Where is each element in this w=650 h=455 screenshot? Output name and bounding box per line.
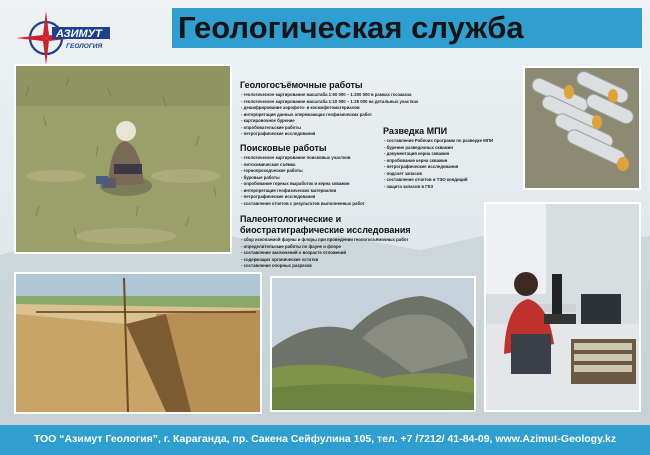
list-item: - защита запасов в ГКЗ bbox=[384, 183, 434, 189]
list-item: - петрографические исследования bbox=[384, 164, 459, 169]
list-item: - составление Рабочих программ по разведке МПИ bbox=[384, 138, 494, 143]
photo-trench bbox=[14, 272, 262, 414]
list-item: - опробование керна скважин bbox=[384, 157, 448, 163]
title-banner bbox=[172, 8, 642, 48]
list-item: - литохимическая съёмка bbox=[241, 161, 296, 167]
list-item: - геологическое картирование масштаба 1:10 000 – 1:25 000 на детальных участках bbox=[241, 98, 419, 104]
list-item: - составление отчетов и ТЭО кондиций bbox=[384, 177, 468, 182]
photo-lab-microscope bbox=[484, 202, 641, 412]
list-item: - составление отчетов с результатов выполненных работ bbox=[241, 200, 365, 206]
section-heading-paleo-1: Палеонтологические и bbox=[240, 214, 342, 224]
list-item: - составление заключений о возрасте отложений bbox=[241, 250, 347, 255]
logo-wordmark: АЗИМУТ bbox=[56, 28, 102, 40]
list-item: - картировочное бурение bbox=[241, 118, 295, 123]
list-item: - геологическое картирование поисковых участков bbox=[241, 155, 351, 160]
footer-bar bbox=[0, 425, 650, 455]
logo-subtitle: ГЕОЛОГИЯ bbox=[66, 43, 103, 50]
list-item: - содержащих органические остатки bbox=[241, 256, 319, 262]
list-item: - сбор ископаемой фауны и флоры при проведении геологосъёмочных работ bbox=[241, 237, 409, 242]
list-item: - горнопроходческие работы bbox=[241, 168, 303, 173]
list-item: - документация керна скважин bbox=[384, 151, 450, 156]
photo-rock-hills bbox=[270, 276, 476, 412]
list-item: - петрографические исследования bbox=[241, 194, 316, 199]
section-heading-exploration: Разведка МПИ bbox=[383, 126, 448, 136]
list-item: - бурение разведочных скважин bbox=[384, 144, 453, 150]
list-item: - опробовательские работы bbox=[241, 124, 301, 130]
list-item: - буровые работы bbox=[241, 174, 280, 180]
list-item: - интерпретация данных опережающих геофизических работ bbox=[241, 111, 373, 117]
company-logo bbox=[10, 8, 162, 68]
list-item: - подсчет запасов bbox=[384, 170, 422, 176]
section-heading-paleo-2: биостратиграфические исследования bbox=[240, 225, 411, 235]
list-item: - дешифрирование аэрофото- и космофотоматериалов bbox=[241, 105, 360, 110]
section-heading-search: Поисковые работы bbox=[240, 143, 327, 153]
section-heading-survey: Геологосъёмочные работы bbox=[240, 80, 363, 90]
list-paleo bbox=[241, 237, 408, 270]
list-item: - геологическое картирование масштаба 1:50 000 – 1:200 000 в рамках госзаказа bbox=[241, 92, 412, 97]
photo-drill-core bbox=[523, 66, 641, 190]
list-exploration bbox=[384, 138, 493, 190]
list-search bbox=[241, 155, 365, 207]
list-item: - интерпретация геофизических материалов bbox=[241, 187, 337, 193]
footer-contact: ТОО “Азимут Геология”, г. Караганда, пр. Сакена Сейфулина 105, тел. +7 /7212/ 41-84-09, www.Azimut-Geology.kz bbox=[33, 433, 617, 445]
photo-field-geologist bbox=[14, 64, 232, 254]
list-item: - определительские работы по фауне и флоре bbox=[241, 243, 342, 249]
page-title: Геологическая служба bbox=[178, 10, 524, 45]
list-item: - составление опорных разрезов bbox=[241, 263, 312, 268]
list-item: - петрографические исследования bbox=[241, 131, 316, 136]
list-item: - опробование горных выработок и керна скважин bbox=[241, 181, 350, 186]
